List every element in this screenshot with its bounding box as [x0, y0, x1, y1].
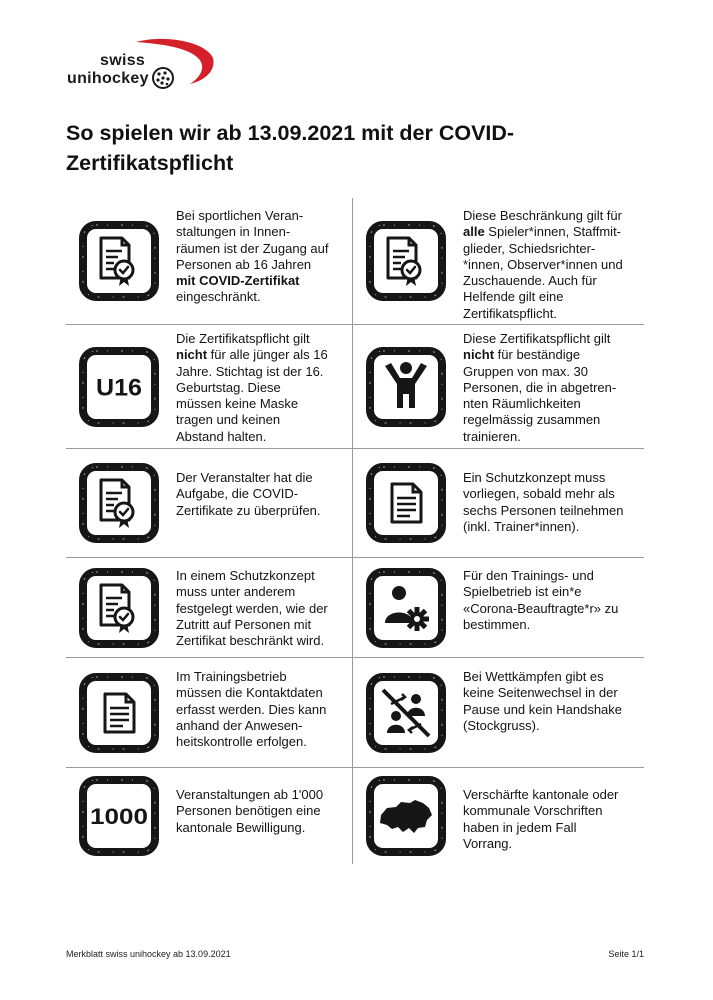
footer-page-number: Seite 1/1 [608, 949, 644, 959]
text-segment: Der Veranstalter hat die [176, 470, 313, 485]
page-title: So spielen wir ab 13.09.2021 mit der COVID-Zertifikatspflicht [66, 121, 515, 175]
text-segment: trainieren. [463, 428, 521, 444]
text-segment: (Stockgruss). [463, 717, 540, 733]
rule-text [463, 208, 644, 322]
text-segment: Geburtstag. Diese [176, 379, 281, 395]
text-segment: Personen ab 16 Jahren [176, 256, 312, 272]
rules-grid [66, 198, 644, 864]
text-segment: Im Trainingsbetrieb [176, 669, 287, 684]
rule-cell-left [66, 449, 352, 557]
rule-cell-left [66, 768, 352, 863]
person-icon [365, 346, 447, 428]
icon-label: 1000 [90, 803, 148, 829]
rule-text [463, 331, 644, 445]
rule-row [66, 768, 644, 863]
text-segment: Diese Beschränkung gilt für [463, 208, 622, 223]
swiss-unihockey-logo [66, 36, 216, 96]
text-segment: Veranstaltungen ab 1'000 [176, 787, 324, 802]
certificate-icon [365, 220, 447, 302]
text-segment: Verschärfte kantonale oder [463, 787, 619, 802]
text-segment: Vorrang. [463, 835, 513, 851]
text-segment: bestimmen. [463, 616, 531, 632]
rule-cell-right [353, 768, 644, 863]
emphasis-text: alle [463, 224, 485, 240]
switzerland-map-icon [365, 775, 447, 857]
text-segment: *innen, Observer*innen und [463, 256, 623, 272]
text-segment: Zertifikat beschränkt wird. [176, 633, 325, 649]
floorball-icon [151, 66, 175, 90]
number-1000-icon [78, 775, 160, 857]
text-segment: Diese Zertifikatspflicht gilt [463, 331, 611, 346]
logo-line-2: unihockey [67, 70, 149, 87]
text-segment: keine Seitenwechsel in der [463, 685, 618, 701]
text-segment: müssen keine Maske [176, 396, 299, 412]
text-segment: Spieler*innen, Staffmit- [484, 224, 622, 240]
rule-cell-left [66, 558, 352, 657]
text-segment: Gruppen von max. 30 [463, 363, 589, 379]
rule-row [66, 198, 644, 325]
text-segment: nten Räumlichkeiten [463, 396, 581, 412]
rule-cell-right [353, 558, 644, 657]
rule-text [176, 208, 352, 306]
text-segment: erfasst werden. Dies kann [176, 701, 327, 717]
text-segment: staltungen in Innen- [176, 224, 291, 240]
rule-text [176, 787, 352, 836]
rule-cell-right [353, 449, 644, 557]
rule-text [176, 669, 352, 750]
rule-cell-left [66, 198, 352, 324]
rule-cell-right [353, 658, 644, 767]
text-segment: Die Zertifikatspflicht gilt [176, 331, 310, 346]
emphasis-text: nicht [463, 347, 495, 363]
emphasis-text: nicht [176, 347, 208, 363]
document-icon [365, 462, 447, 544]
rule-row [66, 658, 644, 768]
rule-text [463, 470, 644, 535]
text-segment: Helfende gilt eine [463, 289, 564, 305]
rule-text [463, 787, 644, 852]
text-segment: Jahre. Stichtag ist der 16. [176, 363, 324, 379]
text-segment: Personen, die in abgetren- [463, 379, 617, 395]
text-segment: Ein Schutzkonzept muss [463, 470, 606, 485]
rule-cell-left [66, 658, 352, 767]
certificate-icon [78, 220, 160, 302]
text-segment: vorliegen, sobald mehr als [463, 486, 615, 502]
footer-left: Merkblatt swiss unihockey ab 13.09.2021 [66, 949, 231, 959]
text-segment: für beständige [494, 347, 581, 363]
logo-line-1: swiss [100, 52, 146, 69]
text-segment: Aufgabe, die COVID- [176, 486, 299, 502]
text-segment: sechs Personen teilnehmen [463, 502, 624, 518]
certificate-icon [78, 567, 160, 649]
text-segment: Bei sportlichen Veran- [176, 208, 304, 223]
person-gear-icon [365, 567, 447, 649]
rule-cell-right [353, 325, 644, 448]
text-segment: haben in jedem Fall [463, 819, 577, 835]
text-segment: In einem Schutzkonzept [176, 568, 315, 583]
rule-row [66, 558, 644, 658]
document-icon [78, 672, 160, 754]
icon-label: U16 [96, 374, 142, 402]
text-segment: regelmässig zusammen [463, 412, 601, 428]
text-segment: Personen benötigen eine [176, 803, 321, 819]
emphasis-text: mit COVID-Zertifikat [176, 273, 300, 289]
rule-text [463, 568, 644, 633]
text-segment: Bei Wettkämpfen gibt es [463, 669, 604, 684]
text-segment: «Corona-Beauftragte*r» zu [463, 600, 619, 616]
text-segment: Spielbetrieb ist ein*e [463, 584, 582, 600]
text-segment: festgelegt werden, wie der [176, 600, 328, 616]
text-segment: Abstand halten. [176, 428, 267, 444]
text-segment: Zertifikatspflicht. [463, 305, 557, 321]
rule-cell-left [66, 325, 352, 448]
certificate-icon [78, 462, 160, 544]
text-segment: Zertifikate zu überprüfen. [176, 502, 321, 518]
rule-text [176, 568, 352, 649]
text-segment: Pause und kein Handshake [463, 701, 623, 717]
text-segment: Zuschauende. Auch für [463, 273, 597, 289]
text-segment: eingeschränkt. [176, 289, 261, 305]
text-segment: Für den Trainings- und [463, 568, 594, 583]
text-segment: heitskontrolle erfolgen. [176, 734, 307, 750]
text-segment: muss unter anderem [176, 584, 296, 600]
u16-icon [78, 346, 160, 428]
rule-cell-right [353, 198, 644, 324]
text-segment: räumen ist der Zugang auf [176, 240, 329, 256]
rule-row [66, 325, 644, 449]
text-segment: kantonale Bewilligung. [176, 819, 306, 835]
text-segment: müssen die Kontaktdaten [176, 685, 323, 701]
rule-text [176, 331, 352, 445]
text-segment: (inkl. Trainer*innen). [463, 518, 580, 534]
text-segment: anhand der Anwesen- [176, 717, 303, 733]
text-segment: Zutritt auf Personen mit [176, 616, 312, 632]
no-exchange-icon [365, 672, 447, 754]
text-segment: tragen und keinen [176, 412, 281, 428]
rule-text [463, 669, 644, 734]
text-segment: kommunale Vorschriften [463, 803, 603, 819]
rule-text [176, 470, 352, 519]
text-segment: glieder, Schiedsrichter- [463, 240, 596, 256]
rule-row [66, 449, 644, 558]
text-segment: für alle jünger als 16 [207, 347, 328, 363]
